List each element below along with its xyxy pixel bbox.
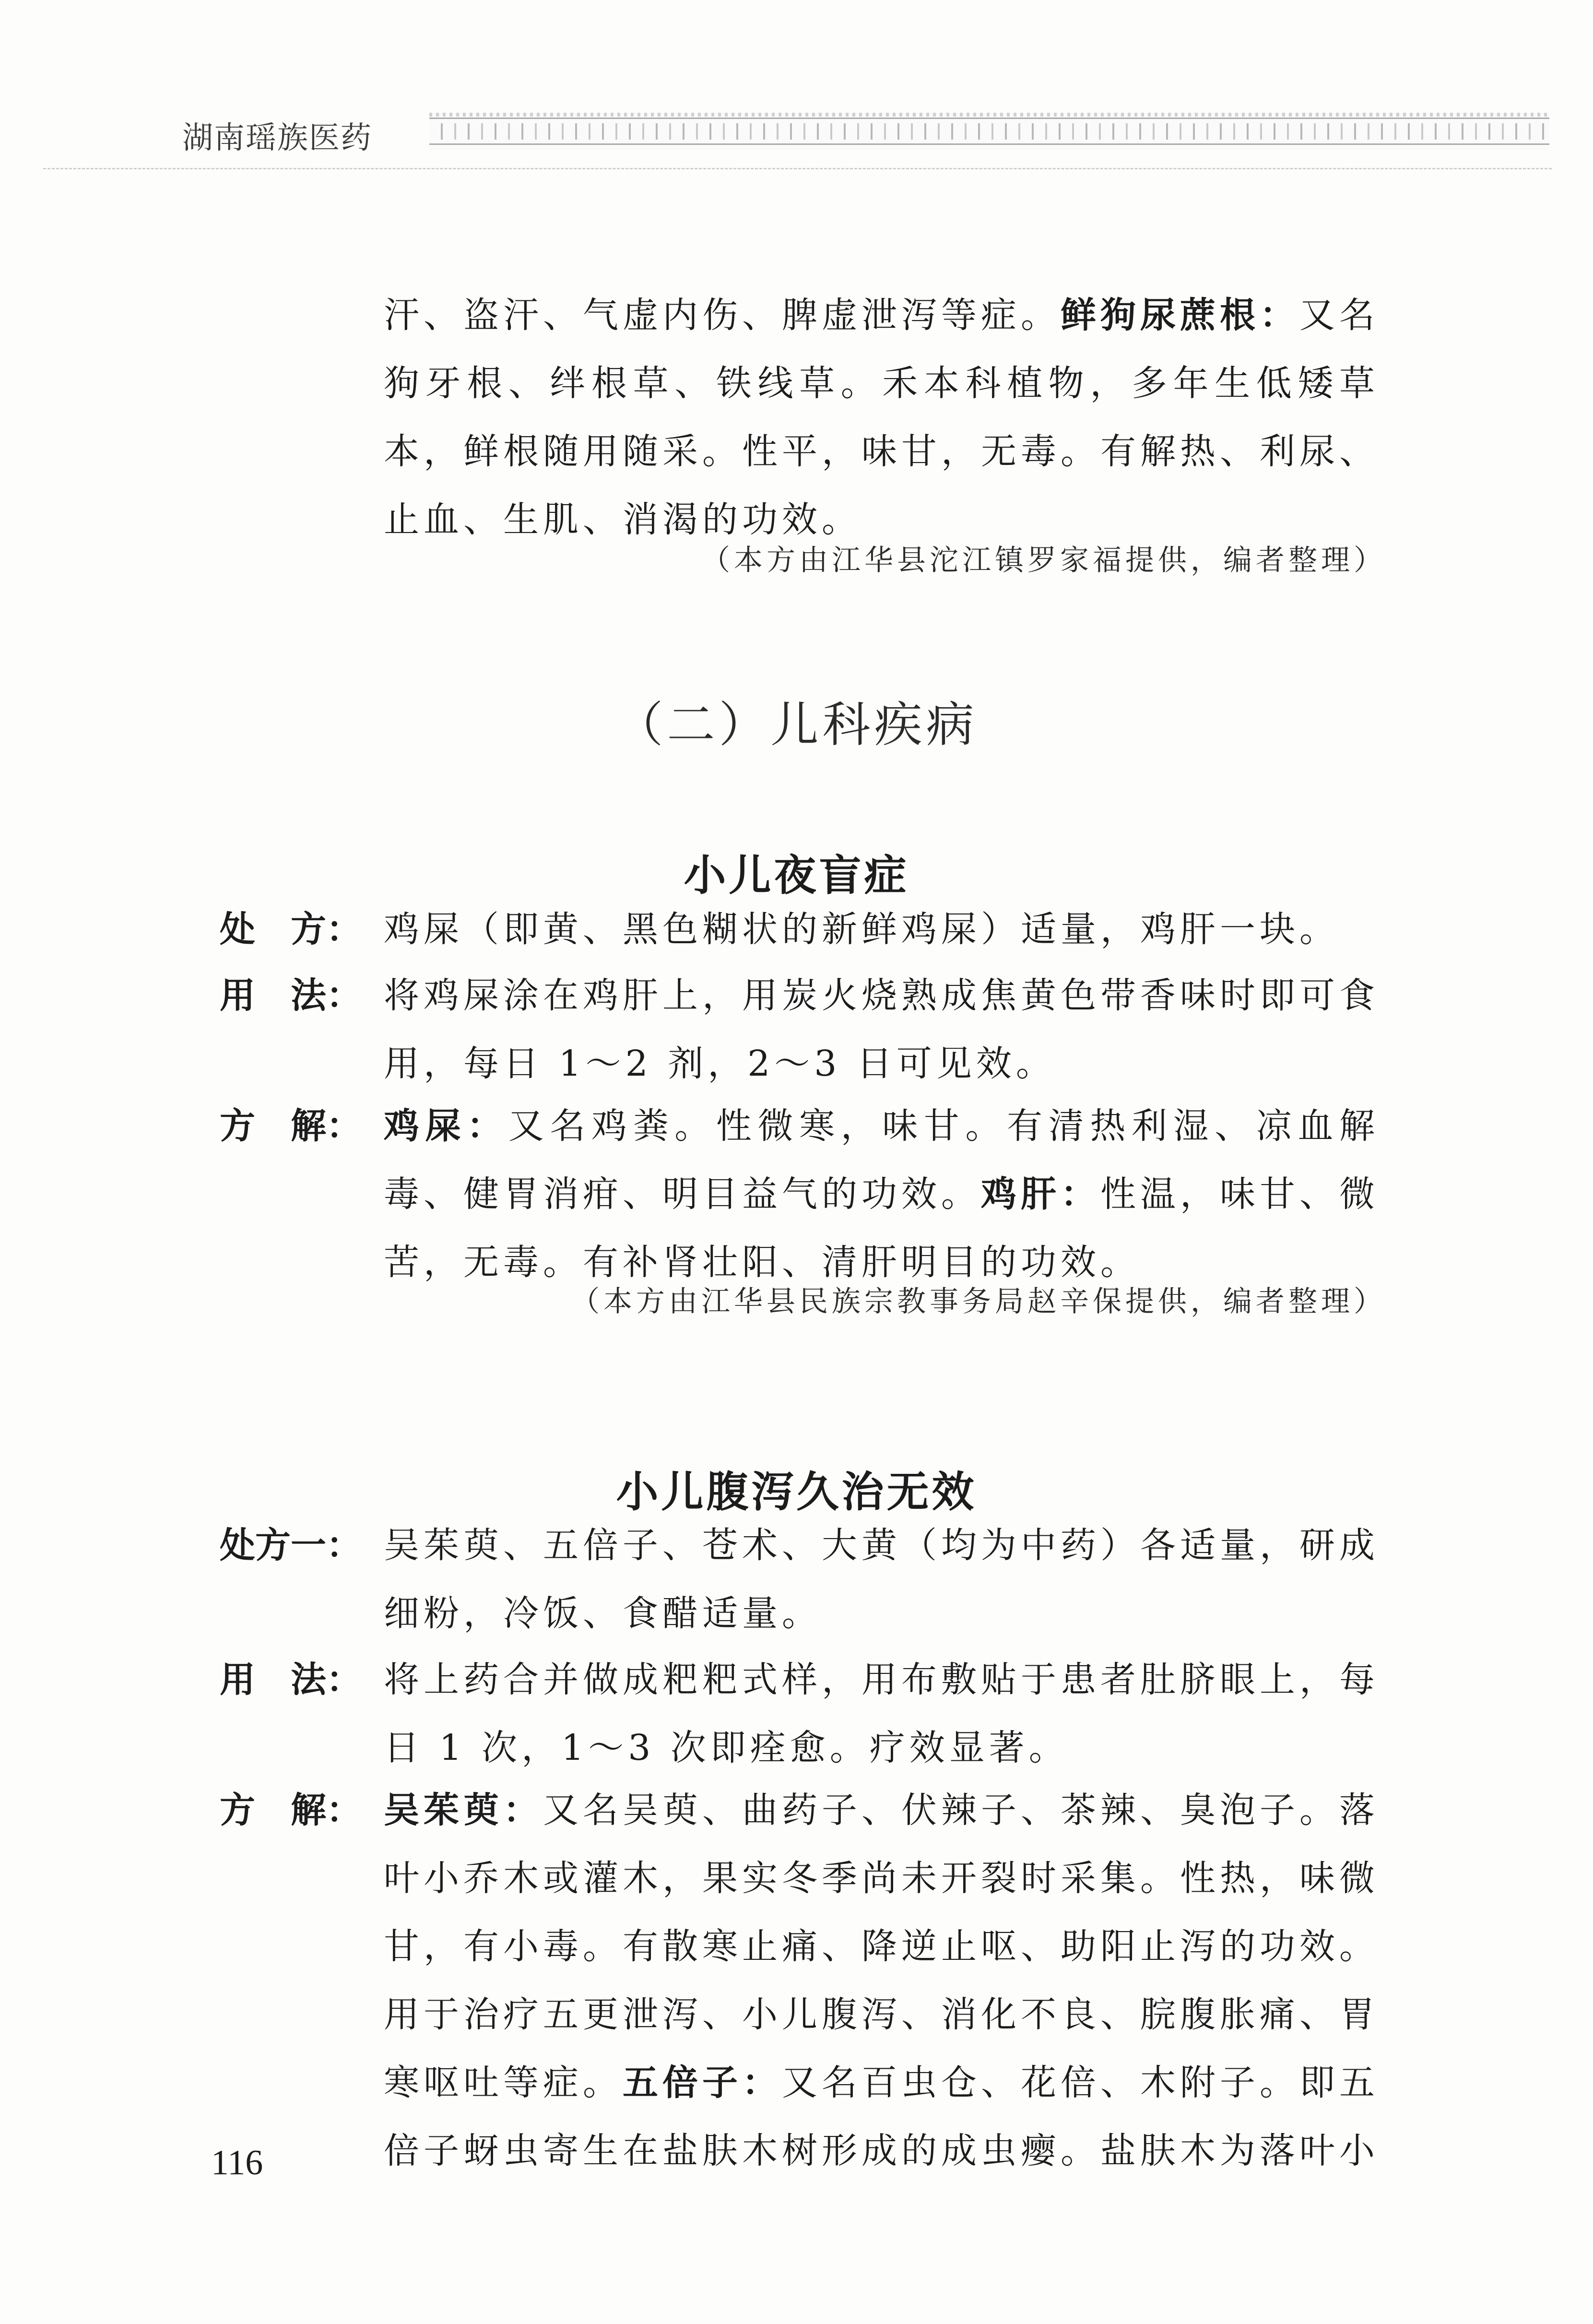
entry-title-infant-diarrhea: 小儿腹泻久治无效 [616,1467,977,1517]
page-number: 116 [211,2143,263,2182]
intro-credit: （本方由江华县沱江镇罗家福提供，编者整理） [701,544,1386,577]
entry1-usage: 将鸡屎涂在鸡肝上，用炭火烧熟成焦黄色带香味时即可食 用，每日 1～2 剂，2～3 日可见效。 [384,975,1379,1084]
entry1-explanation: 鸡屎：又名鸡粪。性微寒，味甘。有清热利湿、凉血解 毒、健胃消疳、明目益气的功效。鸡肝：性温，味甘、微 苦，无毒。有补肾壮阳、清肝明目的功效。 [384,1105,1379,1283]
entry1-credit: （本方由江华县民族宗教事务局赵辛保提供，编者整理） [571,1285,1386,1318]
intro-paragraph [384,281,1379,554]
entry2-prescription: 吴茱萸、五倍子、苍术、大黄（均为中药）各适量，研成 细粉，冷饭、食醋适量。 [384,1525,1379,1634]
usage-label: 用 法： [220,1659,362,1700]
running-header-title: 湖南瑶族医药 [182,120,372,156]
entry2-usage: 将上药合并做成粑粑式样，用布敷贴于患者肚脐眼上，每 日 1 次，1～3 次即痊愈。疗效显著。 [384,1659,1379,1768]
bold-term: 鲜狗尿蔗根： [1061,295,1299,336]
entry2-explanation: 吴茱萸：又名吴萸、曲药子、伏辣子、茶辣、臭泡子。落 叶小乔木或灌木，果实冬季尚未开裂时采集。性热，味微 甘，有小毒。有散寒止痛、降逆止呕、助阳止泻的功效。 用于治疗五更泄泻、小儿腹泻、消化不良、脘腹胀痛、胃 寒呕吐等症。五倍子：又名百虫仓、花倍、木附子。即五 倍子蚜虫寄生在盐肤木树形成的成虫瘿。盐肤木为落叶小 [384,1790,1379,2171]
bold-term: 五倍子： [623,2062,782,2103]
explain-label: 方 解： [220,1105,362,1147]
prescription-label: 处 方： [220,909,362,950]
intro-line-2: 狗牙根、绊根草、铁线草。禾本科植物，多年生低矮草 [384,363,1379,404]
intro-line-1: 汗、盗汗、气虚内伤、脾虚泄泻等症。鲜狗尿蔗根：又名 [384,295,1379,336]
header-divider [43,168,1552,169]
explain-label: 方 解： [220,1790,362,1831]
bold-term: 鸡屎： [384,1105,508,1147]
entry1-prescription: 鸡屎（即黄、黑色糊状的新鲜鸡屎）适量，鸡肝一块。 [384,909,1339,950]
bold-term: 鸡肝： [981,1174,1100,1215]
entry-title-night-blindness: 小儿夜盲症 [684,851,909,900]
section-heading: （二）儿科疾病 [615,697,978,753]
intro-line-3: 本，鲜根随用随采。性平，味甘，无毒。有解热、利尿、 [384,431,1379,472]
prescription-label: 处方一： [220,1525,362,1566]
bold-term: 吴茱萸： [384,1790,543,1831]
header-ornament-band [429,113,1549,150]
intro-line-4: 止血、生肌、消渴的功效。 [384,499,861,540]
usage-label: 用 法： [220,975,362,1016]
